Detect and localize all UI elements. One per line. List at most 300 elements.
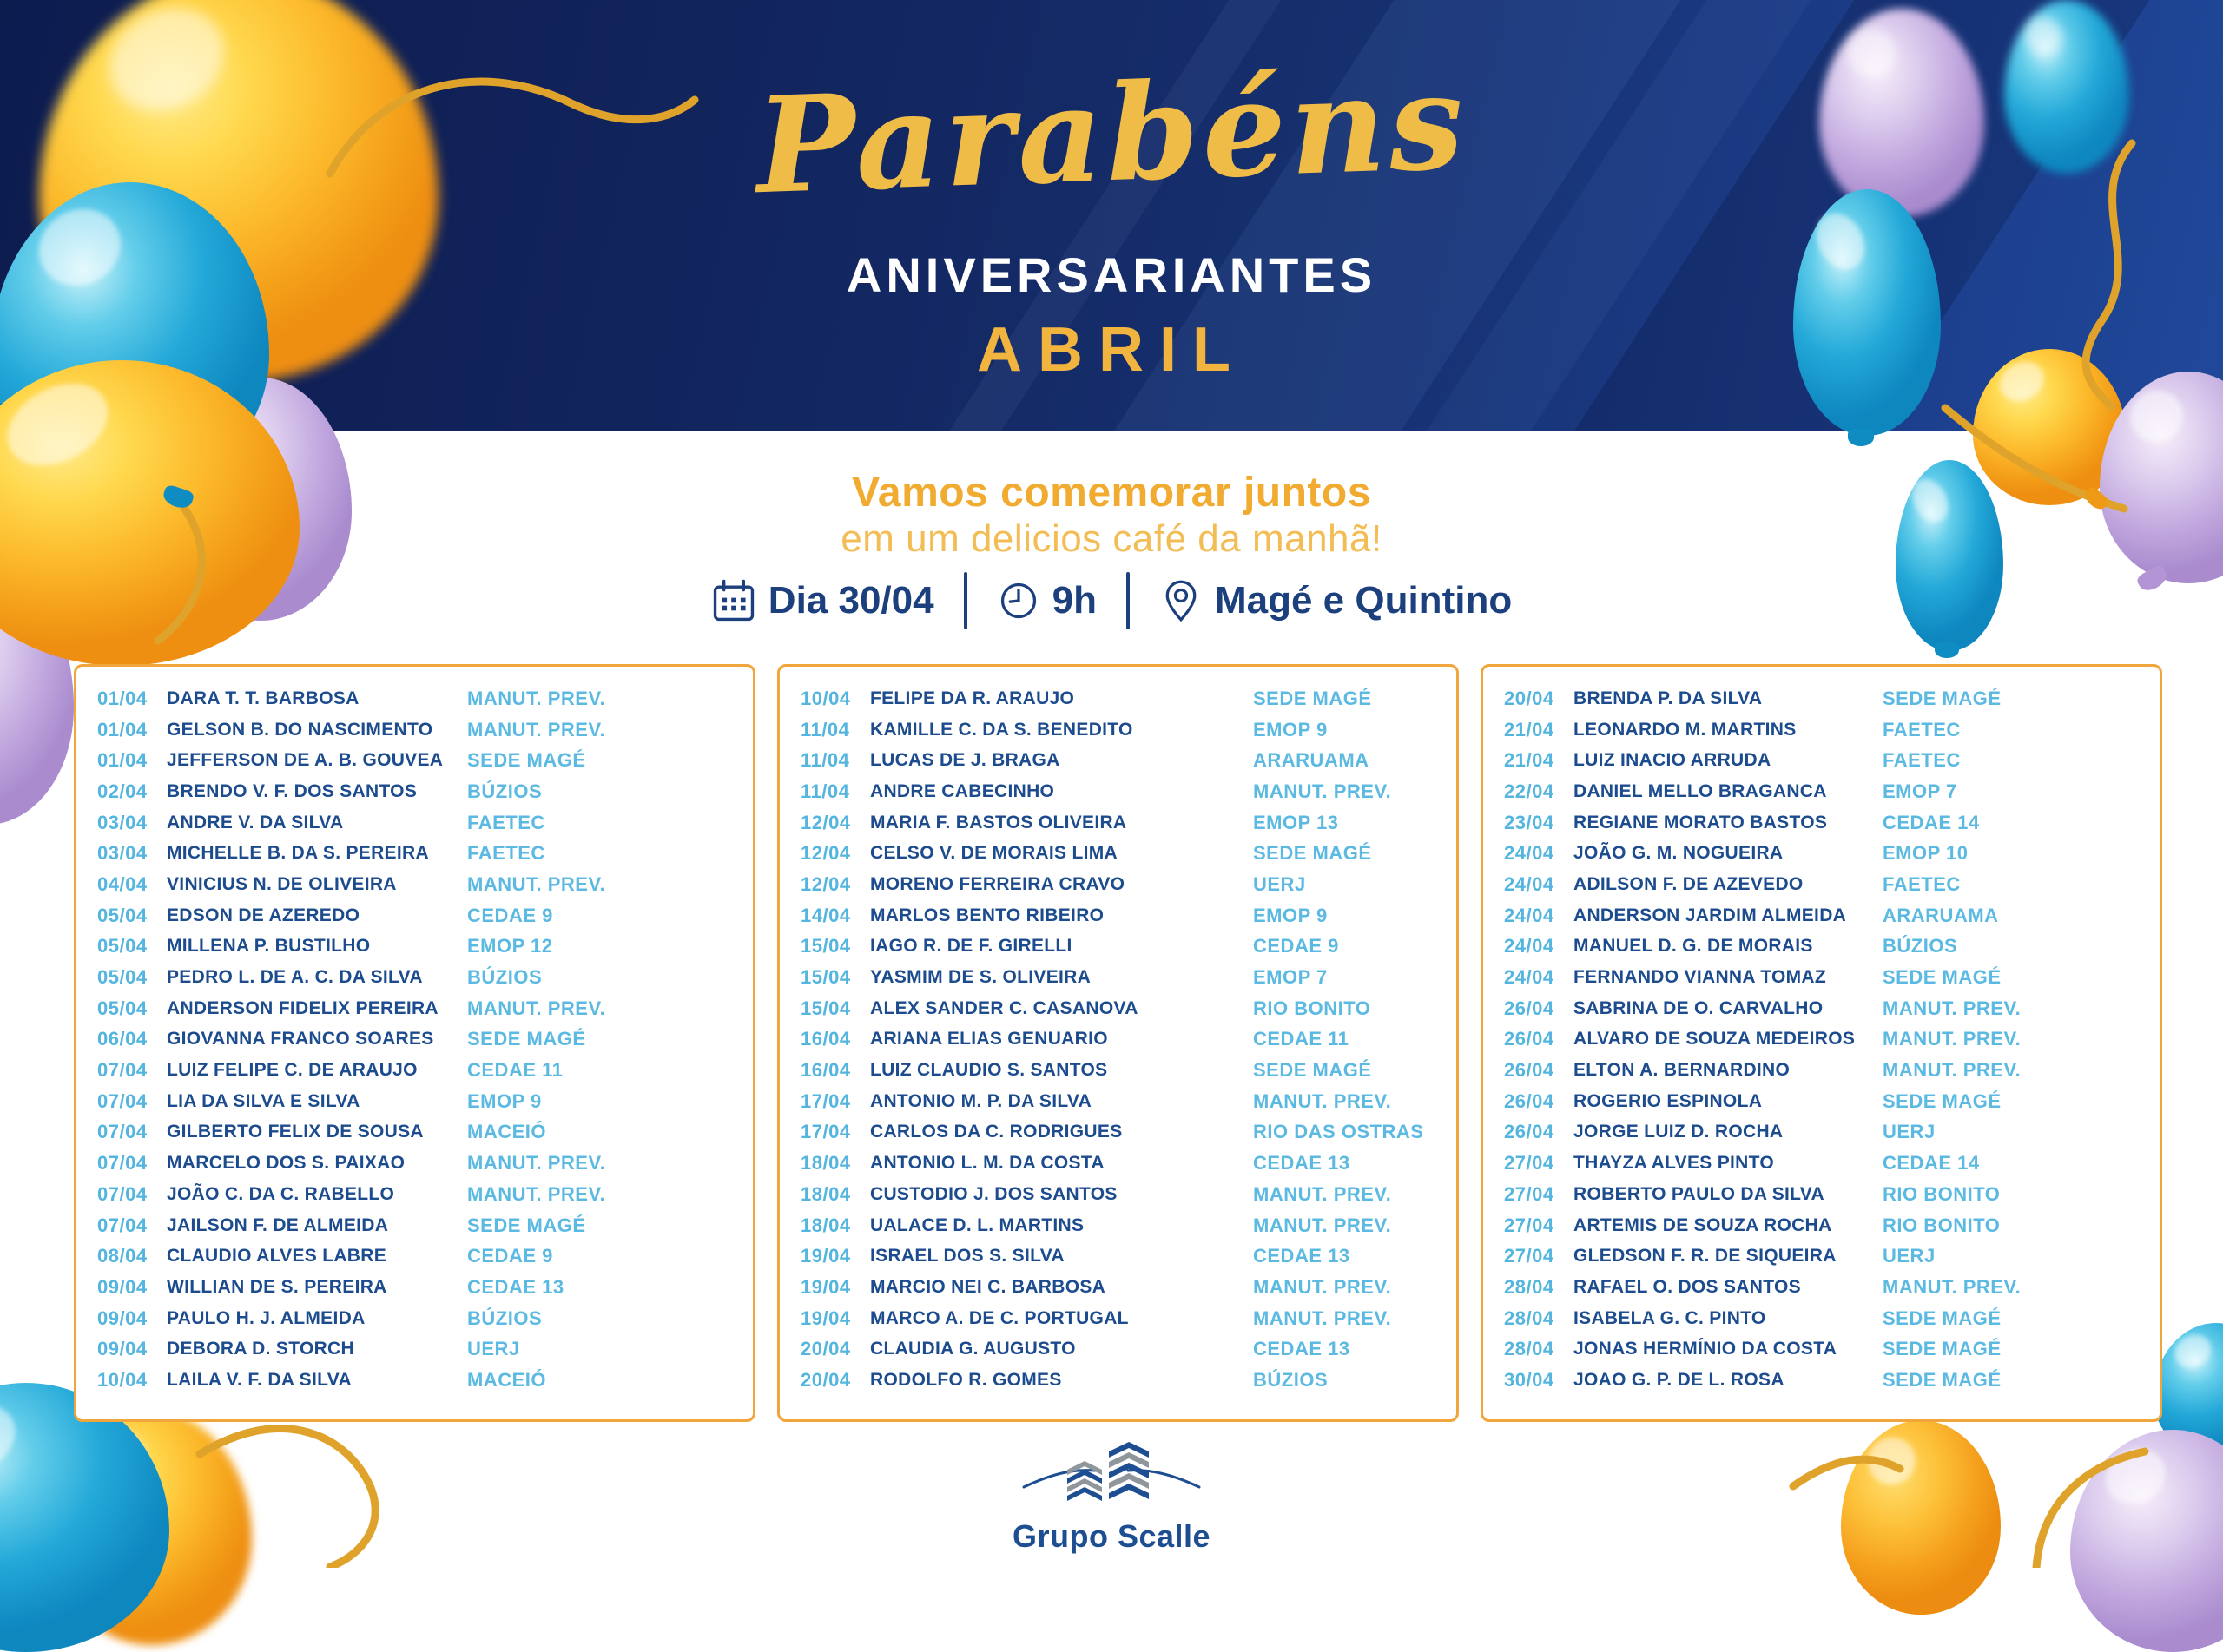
birthday-name: VINICIUS N. DE OLIVEIRA: [167, 873, 397, 894]
birthday-date: 30/04: [1504, 1368, 1554, 1391]
invite-subline: em um delicios café da manhã!: [841, 517, 1382, 560]
birthday-date: 14/04: [801, 904, 851, 926]
event-time-label: 9h: [1052, 579, 1097, 622]
birthday-name: LUCAS DE J. BRAGA: [870, 750, 1060, 771]
birthday-date: 12/04: [801, 872, 851, 895]
birthday-name: IAGO R. DE F. GIRELLI: [870, 936, 1072, 957]
birthday-name: ANTONIO L. M. DA COSTA: [870, 1153, 1105, 1174]
birthday-unit: SEDE MAGÉ: [1883, 1306, 2002, 1329]
birthday-unit: FAETEC: [467, 842, 545, 865]
birthday-name: CUSTODIO J. DOS SANTOS: [870, 1183, 1118, 1204]
event-info-row: [0, 566, 2223, 635]
birthday-row: [76, 962, 753, 993]
birthday-unit: MACEIÓ: [467, 1121, 546, 1143]
birthday-unit: CEDAE 14: [1883, 1152, 1980, 1175]
birthday-date: 23/04: [1504, 811, 1554, 833]
birthday-unit: EMOP 13: [1253, 811, 1339, 833]
birthday-row: [780, 993, 1456, 1024]
birthday-unit: CEDAE 13: [1253, 1245, 1350, 1267]
birthday-unit: MANUT. PREV.: [1883, 1059, 2022, 1082]
birthday-date: 22/04: [1504, 780, 1554, 802]
birthday-name: GELSON B. DO NASCIMENTO: [167, 719, 433, 740]
birthday-date: 24/04: [1504, 872, 1554, 895]
birthday-name: ADILSON F. DE AZEVEDO: [1573, 873, 1804, 894]
birthday-unit: MANUT. PREV.: [1253, 1089, 1392, 1112]
birthday-row: [76, 1333, 753, 1365]
birthday-unit: MANUT. PREV.: [1253, 1306, 1392, 1329]
info-divider: [1126, 572, 1130, 629]
birthday-name: BRENDA P. DA SILVA: [1573, 688, 1763, 708]
birthday-row: [1483, 1117, 2160, 1149]
birthday-unit: SEDE MAGÉ: [1253, 842, 1372, 865]
birthday-date: 28/04: [1504, 1338, 1554, 1360]
birthday-date: 01/04: [97, 687, 148, 709]
birthday-row: [76, 838, 753, 869]
birthday-unit: CEDAE 13: [467, 1275, 564, 1298]
birthday-row: [76, 869, 753, 900]
birthday-date: 03/04: [97, 811, 148, 833]
birthday-name: DARA T. T. BARBOSA: [167, 688, 360, 708]
birthday-date: 15/04: [801, 935, 851, 958]
birthday-row: [1483, 807, 2160, 839]
birthday-row: [76, 714, 753, 746]
birthday-card-3: [1481, 664, 2162, 1422]
birthday-date: 26/04: [1504, 1121, 1554, 1143]
birthday-row: [1483, 1365, 2160, 1396]
birthday-date: 26/04: [1504, 1059, 1554, 1082]
birthday-unit: UERJ: [1883, 1245, 1936, 1267]
birthday-date: 05/04: [97, 966, 148, 989]
birthday-card-1: [74, 664, 755, 1422]
birthday-unit: FAETEC: [467, 811, 545, 833]
birthday-date: 07/04: [97, 1152, 148, 1175]
birthday-unit: MANUT. PREV.: [467, 1152, 606, 1175]
birthday-name: KAMILLE C. DA S. BENEDITO: [870, 719, 1133, 740]
birthday-date: 11/04: [801, 749, 850, 772]
birthday-date: 15/04: [801, 966, 851, 989]
birthday-row: [1483, 1024, 2160, 1056]
birthday-date: 19/04: [801, 1275, 851, 1298]
birthday-unit: RIO BONITO: [1253, 997, 1371, 1019]
birthday-unit: MANUT. PREV.: [467, 718, 606, 740]
birthday-row: [780, 1333, 1456, 1365]
birthday-date: 03/04: [97, 842, 148, 865]
birthday-row: [780, 838, 1456, 869]
birthday-date: 26/04: [1504, 997, 1554, 1019]
page-subtitle: ANIVERSARIANTES: [846, 247, 1377, 302]
birthday-name: CLAUDIO ALVES LABRE: [167, 1246, 387, 1267]
birthday-unit: SEDE MAGÉ: [467, 1214, 586, 1236]
birthday-name: JOAO G. P. DE L. ROSA: [1573, 1369, 1784, 1390]
birthday-date: 05/04: [97, 997, 148, 1019]
birthday-unit: EMOP 9: [1253, 718, 1328, 740]
birthday-row: [780, 776, 1456, 807]
birthday-unit: MANUT. PREV.: [1883, 1275, 2022, 1298]
birthday-name: ROGERIO ESPINOLA: [1573, 1090, 1763, 1111]
birthday-row: [1483, 776, 2160, 807]
birthday-row: [76, 745, 753, 776]
birthday-row: [780, 1086, 1456, 1117]
birthday-unit: SEDE MAGÉ: [1883, 966, 2002, 989]
location-pin-icon: [1159, 579, 1203, 622]
birthday-row: [1483, 714, 2160, 746]
birthday-unit: EMOP 9: [1253, 904, 1328, 926]
birthday-name: MARCO A. DE C. PORTUGAL: [870, 1307, 1129, 1328]
birthday-unit: MANUT. PREV.: [1253, 780, 1392, 802]
birthday-name: MORENO FERREIRA CRAVO: [870, 873, 1125, 894]
birthday-date: 24/04: [1504, 966, 1554, 989]
birthday-row: [780, 900, 1456, 931]
calendar-icon: [711, 578, 756, 623]
birthday-name: FELIPE DA R. ARAUJO: [870, 688, 1075, 708]
brand-name: Grupo Scalle: [1012, 1518, 1211, 1554]
birthday-unit: CEDAE 9: [467, 904, 553, 926]
birthday-unit: CEDAE 9: [467, 1245, 553, 1267]
birthday-name: THAYZA ALVES PINTO: [1573, 1153, 1774, 1174]
birthday-name: ISRAEL DOS S. SILVA: [870, 1246, 1065, 1267]
birthday-date: 09/04: [97, 1338, 148, 1360]
event-date: [711, 578, 934, 623]
birthday-unit: UERJ: [467, 1338, 520, 1360]
birthday-row: [780, 683, 1456, 714]
birthday-date: 24/04: [1504, 904, 1554, 926]
birthday-unit: FAETEC: [1883, 718, 1961, 740]
birthday-name: MICHELLE B. DA S. PEREIRA: [167, 843, 429, 864]
birthday-unit: ARARUAMA: [1883, 904, 1999, 926]
birthday-row: [1483, 1272, 2160, 1303]
birthday-row: [780, 745, 1456, 776]
birthday-unit: SEDE MAGÉ: [467, 749, 586, 772]
birthday-row: [1483, 838, 2160, 869]
birthday-name: RODOLFO R. GOMES: [870, 1369, 1062, 1390]
birthday-unit: UERJ: [1253, 872, 1306, 895]
info-divider: [964, 572, 967, 629]
birthday-name: UALACE D. L. MARTINS: [870, 1214, 1085, 1235]
birthday-row: [780, 1272, 1456, 1303]
birthday-row: [76, 931, 753, 963]
invite-headline: Vamos comemorar juntos: [852, 470, 1371, 516]
birthday-row: [780, 1210, 1456, 1241]
birthday-name: GLEDSON F. R. DE SIQUEIRA: [1573, 1246, 1837, 1267]
birthday-name: CELSO V. DE MORAIS LIMA: [870, 843, 1118, 864]
birthday-row: [780, 1148, 1456, 1179]
birthday-row: [76, 1365, 753, 1396]
birthday-row: [780, 1241, 1456, 1272]
birthday-unit: MANUT. PREV.: [1253, 1275, 1392, 1298]
birthday-row: [1483, 1210, 2160, 1241]
birthday-unit: FAETEC: [1883, 872, 1961, 895]
birthday-name: ANDERSON JARDIM ALMEIDA: [1573, 905, 1847, 925]
birthday-unit: MANUT. PREV.: [1253, 1182, 1392, 1205]
birthday-row: [1483, 683, 2160, 714]
birthday-row: [780, 807, 1456, 839]
birthday-name: LUIZ INACIO ARRUDA: [1573, 750, 1771, 771]
birthday-unit: BÚZIOS: [467, 1306, 543, 1329]
birthday-row: [76, 1024, 753, 1056]
birthday-date: 07/04: [97, 1214, 148, 1236]
birthday-unit: CEDAE 14: [1883, 811, 1980, 833]
birthday-date: 27/04: [1504, 1245, 1554, 1267]
birthday-name: JOÃO G. M. NOGUEIRA: [1573, 843, 1784, 864]
footer: [0, 1437, 2223, 1555]
birthday-date: 08/04: [97, 1245, 148, 1267]
birthday-unit: CEDAE 11: [467, 1059, 564, 1082]
birthday-date: 19/04: [801, 1245, 851, 1267]
clock-icon: [997, 579, 1040, 622]
birthday-date: 07/04: [97, 1121, 148, 1143]
birthday-row: [780, 1303, 1456, 1334]
birthday-name: GILBERTO FELIX DE SOUSA: [167, 1122, 424, 1142]
birthday-date: 12/04: [801, 842, 851, 865]
birthday-row: [1483, 900, 2160, 931]
birthday-name: WILLIAN DE S. PEREIRA: [167, 1276, 387, 1297]
birthday-name: MARLOS BENTO RIBEIRO: [870, 905, 1105, 925]
birthday-date: 20/04: [801, 1338, 851, 1360]
birthday-date: 07/04: [97, 1089, 148, 1112]
birthday-name: PAULO H. J. ALMEIDA: [167, 1307, 366, 1328]
balloon-knot: [1848, 429, 1874, 446]
birthday-row: [1483, 1148, 2160, 1179]
birthday-name: EDSON DE AZEREDO: [167, 905, 360, 925]
birthday-row: [76, 807, 753, 839]
birthday-date: 24/04: [1504, 842, 1554, 865]
birthday-row: [780, 1117, 1456, 1149]
birthday-name: MANUEL D. G. DE MORAIS: [1573, 936, 1813, 957]
birthday-name: CARLOS DA C. RODRIGUES: [870, 1122, 1123, 1142]
birthday-row: [1483, 962, 2160, 993]
birthday-name: MARIA F. BASTOS OLIVEIRA: [870, 812, 1127, 833]
birthday-name: MARCELO DOS S. PAIXAO: [167, 1153, 406, 1174]
birthday-date: 12/04: [801, 811, 851, 833]
birthday-unit: MANUT. PREV.: [467, 1182, 606, 1205]
birthday-row: [76, 683, 753, 714]
birthday-date: 28/04: [1504, 1306, 1554, 1329]
birthday-date: 17/04: [801, 1121, 851, 1143]
birthday-unit: SEDE MAGÉ: [1883, 1089, 2002, 1112]
birthday-date: 11/04: [801, 718, 850, 740]
birthday-unit: CEDAE 11: [1253, 1028, 1349, 1050]
birthday-row: [76, 1303, 753, 1334]
event-date-label: Dia 30/04: [768, 579, 934, 622]
birthday-row: [76, 993, 753, 1024]
birthday-name: ARIANA ELIAS GENUARIO: [870, 1029, 1108, 1050]
birthday-unit: SEDE MAGÉ: [1883, 687, 2002, 709]
birthday-unit: EMOP 7: [1253, 966, 1328, 989]
birthday-name: ELTON A. BERNARDINO: [1573, 1060, 1791, 1081]
birthday-row: [1483, 869, 2160, 900]
birthday-date: 04/04: [97, 872, 148, 895]
birthday-unit: MANUT. PREV.: [1253, 1214, 1392, 1236]
birthday-name: BRENDO V. F. DOS SANTOS: [167, 780, 418, 801]
birthday-row: [780, 931, 1456, 963]
birthday-unit: BÚZIOS: [1883, 935, 1958, 958]
month-title: ABRIL: [977, 315, 1246, 385]
birthday-name: MARCIO NEI C. BARBOSA: [870, 1276, 1106, 1297]
birthday-date: 11/04: [801, 780, 850, 802]
birthday-unit: MANUT. PREV.: [467, 687, 606, 709]
birthday-name: MILLENA P. BUSTILHO: [167, 936, 371, 957]
birthday-name: DANIEL MELLO BRAGANCA: [1573, 780, 1827, 801]
birthday-unit: BÚZIOS: [467, 780, 543, 802]
birthday-unit: MANUT. PREV.: [467, 872, 606, 895]
birthday-date: 18/04: [801, 1152, 851, 1175]
birthday-date: 10/04: [97, 1368, 148, 1391]
birthday-date: 05/04: [97, 935, 148, 958]
birthday-row: [1483, 1241, 2160, 1272]
birthday-name: ANDRE CABECINHO: [870, 780, 1055, 801]
birthday-name: ALEX SANDER C. CASANOVA: [870, 997, 1138, 1018]
birthday-name: ARTEMIS DE SOUZA ROCHA: [1573, 1214, 1832, 1235]
birthday-unit: UERJ: [1883, 1121, 1936, 1143]
birthday-date: 07/04: [97, 1182, 148, 1205]
birthday-row: [1483, 931, 2160, 963]
birthday-name: YASMIM DE S. OLIVEIRA: [870, 967, 1092, 988]
birthday-name: LIA DA SILVA E SILVA: [167, 1090, 360, 1111]
birthday-date: 27/04: [1504, 1152, 1554, 1175]
birthday-date: 21/04: [1504, 749, 1554, 772]
birthday-name: ISABELA G. C. PINTO: [1573, 1307, 1766, 1328]
birthday-row: [780, 1365, 1456, 1396]
birthday-row: [76, 1148, 753, 1179]
birthday-name: REGIANE MORATO BASTOS: [1573, 812, 1828, 833]
birthday-unit: MANUT. PREV.: [1883, 997, 2022, 1019]
birthday-date: 18/04: [801, 1182, 851, 1205]
birthday-name: LAILA V. F. DA SILVA: [167, 1369, 352, 1390]
birthday-date: 06/04: [97, 1028, 148, 1050]
birthday-date: 19/04: [801, 1306, 851, 1329]
birthday-unit: EMOP 12: [467, 935, 553, 958]
birthday-name: ANDRE V. DA SILVA: [167, 812, 344, 833]
birthday-unit: SEDE MAGÉ: [467, 1028, 586, 1050]
birthday-row: [76, 776, 753, 807]
birthday-row: [1483, 745, 2160, 776]
birthday-unit: BÚZIOS: [467, 966, 543, 989]
birthday-date: 10/04: [801, 687, 851, 709]
birthday-unit: BÚZIOS: [1253, 1368, 1329, 1391]
birthday-unit: CEDAE 9: [1253, 935, 1339, 958]
birthday-date: 16/04: [801, 1028, 851, 1050]
birthday-unit: FAETEC: [1883, 749, 1961, 772]
birthday-row: [1483, 993, 2160, 1024]
birthday-row: [1483, 1055, 2160, 1086]
birthday-row: [76, 900, 753, 931]
birthday-date: 09/04: [97, 1306, 148, 1329]
birthday-name: ALVARO DE SOUZA MEDEIROS: [1573, 1029, 1856, 1050]
birthday-name: LEONARDO M. MARTINS: [1573, 719, 1797, 740]
event-time: [997, 579, 1097, 622]
birthday-date: 21/04: [1504, 718, 1554, 740]
birthday-row: [780, 1024, 1456, 1056]
birthday-card-2: [777, 664, 1459, 1422]
birthday-name: DEBORA D. STORCH: [167, 1339, 354, 1359]
birthday-row: [76, 1272, 753, 1303]
birthday-unit: EMOP 9: [467, 1089, 542, 1112]
birthday-date: 20/04: [801, 1368, 851, 1391]
birthday-date: 28/04: [1504, 1275, 1554, 1298]
birthday-name: ANTONIO M. P. DA SILVA: [870, 1090, 1092, 1111]
birthday-unit: EMOP 10: [1883, 842, 1969, 865]
birthday-name: ANDERSON FIDELIX PEREIRA: [167, 997, 439, 1018]
birthday-date: 02/04: [97, 780, 148, 802]
birthday-name: PEDRO L. DE A. C. DA SILVA: [167, 967, 423, 988]
birthday-name: ROBERTO PAULO DA SILVA: [1573, 1183, 1824, 1204]
birthday-name: JOÃO C. DA C. RABELLO: [167, 1183, 395, 1204]
birthday-name: CLAUDIA G. AUGUSTO: [870, 1339, 1076, 1359]
birthday-date: 01/04: [97, 749, 148, 772]
birthday-date: 15/04: [801, 997, 851, 1019]
event-location-label: Magé e Quintino: [1214, 579, 1513, 622]
birthday-date: 27/04: [1504, 1182, 1554, 1205]
birthday-date: 20/04: [1504, 687, 1554, 709]
birthday-date: 09/04: [97, 1275, 148, 1298]
birthday-unit: EMOP 7: [1883, 780, 1957, 802]
birthday-unit: SEDE MAGÉ: [1253, 1059, 1372, 1082]
birthday-row: [76, 1241, 753, 1272]
birthday-row: [780, 962, 1456, 993]
birthday-name: LUIZ CLAUDIO S. SANTOS: [870, 1060, 1108, 1081]
birthday-row: [1483, 1179, 2160, 1210]
birthday-date: 16/04: [801, 1059, 851, 1082]
birthday-name: SABRINA DE O. CARVALHO: [1573, 997, 1824, 1018]
birthday-unit: RIO BONITO: [1883, 1182, 2001, 1205]
event-location: [1159, 579, 1512, 622]
birthday-name: JEFFERSON DE A. B. GOUVEA: [167, 750, 444, 771]
birthday-date: 27/04: [1504, 1214, 1554, 1236]
birthday-name: FERNANDO VIANNA TOMAZ: [1573, 967, 1826, 988]
birthday-unit: SEDE MAGÉ: [1253, 687, 1372, 709]
birthday-date: 26/04: [1504, 1028, 1554, 1050]
birthday-row: [76, 1117, 753, 1149]
birthday-row: [780, 1179, 1456, 1210]
birthday-unit: RIO DAS OSTRAS: [1253, 1121, 1424, 1143]
birthday-row: [780, 714, 1456, 746]
birthday-unit: CEDAE 13: [1253, 1152, 1350, 1175]
birthday-date: 01/04: [97, 718, 148, 740]
birthday-row: [780, 1055, 1456, 1086]
balloon-knot: [1935, 642, 1959, 658]
birthday-date: 24/04: [1504, 935, 1554, 958]
page-title-script: Parabéns: [753, 43, 1470, 224]
birthday-unit: SEDE MAGÉ: [1883, 1338, 2002, 1360]
birthday-unit: MACEIÓ: [467, 1368, 546, 1391]
birthday-name: JAILSON F. DE ALMEIDA: [167, 1214, 389, 1235]
birthday-unit: MANUT. PREV.: [467, 997, 606, 1019]
birthday-row: [76, 1086, 753, 1117]
birthday-row: [1483, 1333, 2160, 1365]
birthday-date: 07/04: [97, 1059, 148, 1082]
birthday-row: [76, 1179, 753, 1210]
birthday-name: LUIZ FELIPE C. DE ARAUJO: [167, 1060, 418, 1081]
birthday-unit: ARARUAMA: [1253, 749, 1369, 772]
birthday-date: 05/04: [97, 904, 148, 926]
birthday-row: [76, 1210, 753, 1241]
birthday-row: [76, 1055, 753, 1086]
birthday-row: [1483, 1303, 2160, 1334]
grupo-scalle-building-logo-icon: [1012, 1437, 1211, 1517]
birthday-date: 26/04: [1504, 1089, 1554, 1112]
birthday-row: [780, 869, 1456, 900]
birthday-row: [1483, 1086, 2160, 1117]
birthday-date: 18/04: [801, 1214, 851, 1236]
birthday-name: RAFAEL O. DOS SANTOS: [1573, 1276, 1801, 1297]
birthday-unit: SEDE MAGÉ: [1883, 1368, 2002, 1391]
birthday-name: GIOVANNA FRANCO SOARES: [167, 1029, 434, 1050]
birthday-name: JORGE LUIZ D. ROCHA: [1573, 1122, 1784, 1142]
birthday-name: JONAS HERMÍNIO DA COSTA: [1573, 1339, 1837, 1359]
birthday-date: 17/04: [801, 1089, 851, 1112]
birthday-unit: MANUT. PREV.: [1883, 1028, 2022, 1050]
birthday-unit: RIO BONITO: [1883, 1214, 2001, 1236]
